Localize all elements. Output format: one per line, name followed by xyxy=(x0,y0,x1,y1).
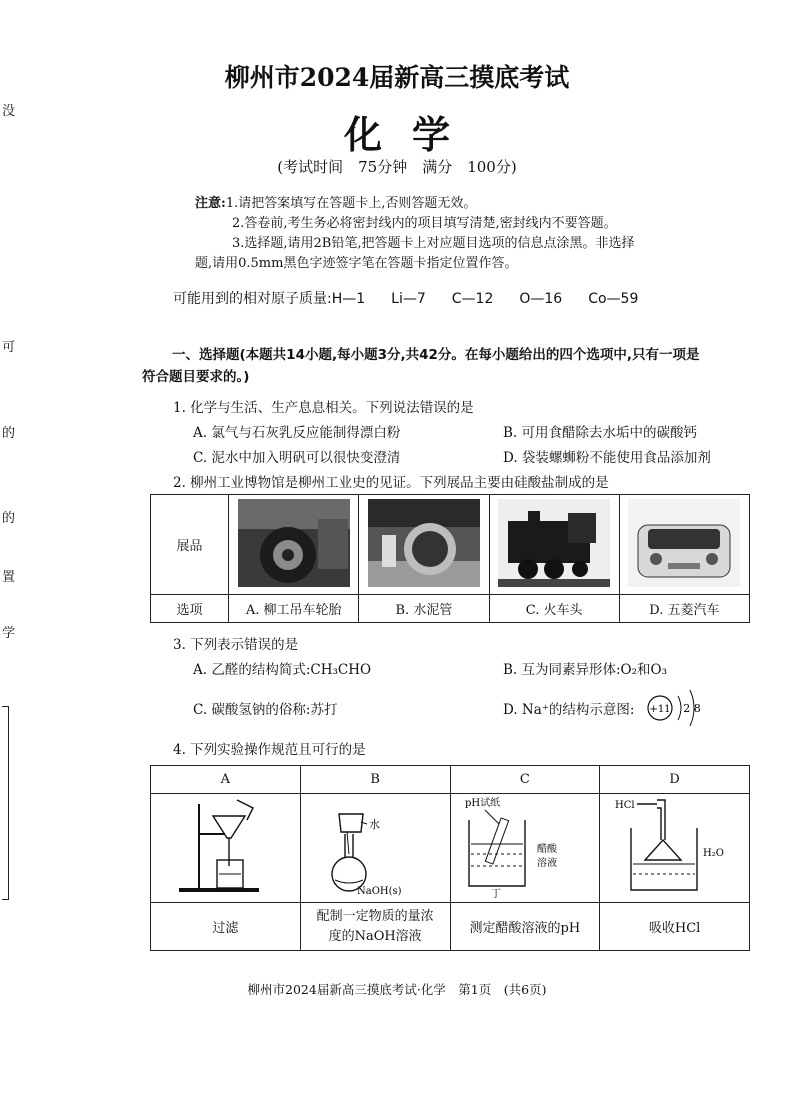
q4-table xyxy=(150,765,750,951)
q2-option: C. 火车头 xyxy=(489,595,619,623)
q1-stem: 1. 化学与生活、生产息息相关。下列说法错误的是 xyxy=(173,400,474,416)
water-label: H₂O xyxy=(702,848,724,859)
q2-option: B. 水泥管 xyxy=(359,595,489,623)
q2-table xyxy=(150,494,750,623)
diagram-cell xyxy=(600,794,750,903)
margin-char: 的 xyxy=(2,511,16,526)
q2-row-label: 展品 xyxy=(151,495,229,595)
exhibit-cell xyxy=(489,495,619,595)
section-heading xyxy=(142,344,772,388)
q1-option-c: C. 泥水中加入明矾可以很快变澄清 xyxy=(193,450,401,466)
hcl-label: HCl xyxy=(614,800,635,811)
note-1 xyxy=(195,194,755,214)
q3-option-c: C. 碳酸氢钠的俗称:苏打 xyxy=(193,702,338,718)
note-label: 注意: xyxy=(195,196,226,211)
q4-header: A xyxy=(151,766,301,794)
locomotive-photo xyxy=(498,499,610,587)
diagram-cell xyxy=(151,794,301,903)
q1-option-b: B. 可用食醋除去水垢中的碳酸钙 xyxy=(503,425,698,441)
margin-char: 置 xyxy=(2,570,16,585)
subject-title: 化学 xyxy=(343,112,480,157)
q4-header: B xyxy=(300,766,450,794)
hcl-absorption-diagram xyxy=(605,794,745,898)
q4-caption: 配制一定物质的量浓度的NaOH溶液 xyxy=(300,903,450,951)
mass-value: C—12 xyxy=(451,291,494,307)
mass-value: Co—59 xyxy=(588,291,639,307)
diagram-cell xyxy=(450,794,600,903)
acetic-acid-label: 醋酸 xyxy=(536,844,557,855)
q1-option-d: D. 袋装螺蛳粉不能使用食品添加剂 xyxy=(503,450,711,466)
mass-value: O—16 xyxy=(519,291,563,307)
atomic-mass xyxy=(173,288,664,308)
diagram-cell xyxy=(300,794,450,903)
margin-char: 没 xyxy=(2,104,16,119)
q3-stem: 3. 下列表示错误的是 xyxy=(173,637,299,653)
page-title: 柳州市2024届新高三摸底考试 xyxy=(224,63,570,92)
ph-paper-label: pH试纸 xyxy=(464,798,500,809)
crane-tire-photo xyxy=(238,499,350,587)
na-ion-structure-diagram xyxy=(644,684,714,728)
mass-value: H—1 xyxy=(331,291,366,307)
cement-pipe-photo xyxy=(368,499,480,587)
exam-info: (考试时间 75分钟 满分 100分) xyxy=(277,158,517,176)
page-footer: 柳州市2024届新高三摸底考试·化学 第1页 (共6页) xyxy=(247,982,547,997)
shell-electrons: 2 8 xyxy=(683,702,701,715)
section-line: 符合题目要求的。) xyxy=(142,369,250,385)
exhibit-cell xyxy=(619,495,749,595)
q1-option-a: A. 氯气与石灰乳反应能制得漂白粉 xyxy=(193,425,401,441)
binding-bracket xyxy=(2,706,9,900)
nucleus-label: +11 xyxy=(649,704,671,715)
note-text: 1.请把答案填写在答题卡上,否则答题无效。 xyxy=(225,196,477,211)
naoh-label: NaOH(s) xyxy=(357,886,402,897)
margin-char: 学 xyxy=(2,626,16,641)
q4-header: D xyxy=(600,766,750,794)
q3-option-d: D. Na⁺的结构示意图: xyxy=(503,702,635,718)
exhibit-cell xyxy=(359,495,489,595)
q2-stem: 2. 柳州工业博物馆是柳州工业史的见证。下列展品主要由硅酸盐制成的是 xyxy=(173,475,609,491)
ph-test-diagram xyxy=(455,794,595,898)
note-2: 2.答卷前,考生务必将密封线内的项目填写清楚,密封线内不要答题。 xyxy=(232,216,617,231)
filtration-diagram xyxy=(155,794,295,898)
note-3b: 题,请用0.5mm黑色字迹签字笔在答题卡指定位置作答。 xyxy=(195,256,518,271)
margin-char: 可 xyxy=(2,340,16,355)
q4-stem: 4. 下列实验操作规范且可行的是 xyxy=(173,742,366,758)
q3-option-b: B. 互为同素异形体:O₂和O₃ xyxy=(503,662,668,678)
q3-option-a: A. 乙醛的结构简式:CH₃CHO xyxy=(193,662,372,678)
q4-header: C xyxy=(450,766,600,794)
q2-option: D. 五菱汽车 xyxy=(619,595,749,623)
section-line: 一、选择题(本题共14小题,每小题3分,共42分。在每小题给出的四个选项中,只有一项是 xyxy=(172,347,700,363)
q4-caption: 过滤 xyxy=(151,903,301,951)
water-label: 水 xyxy=(369,818,381,831)
wuling-car-photo xyxy=(628,499,740,587)
ding-label: 丁 xyxy=(490,889,501,898)
atomic-mass-label: 可能用到的相对原子质量: xyxy=(173,291,332,307)
solution-label: 溶液 xyxy=(536,858,557,869)
note-3a: 3.选择题,请用2B铅笔,把答题卡上对应题目选项的信息点涂黑。非选择 xyxy=(232,236,635,251)
mass-value: Li—7 xyxy=(391,291,426,307)
volumetric-flask-diagram xyxy=(305,794,445,898)
exhibit-cell xyxy=(229,495,359,595)
q4-caption: 测定醋酸溶液的pH xyxy=(450,903,600,951)
margin-char: 的 xyxy=(2,426,16,441)
q2-option: A. 柳工吊车轮胎 xyxy=(229,595,359,623)
q2-row-label: 选项 xyxy=(151,595,229,623)
q4-caption: 吸收HCl xyxy=(600,903,750,951)
